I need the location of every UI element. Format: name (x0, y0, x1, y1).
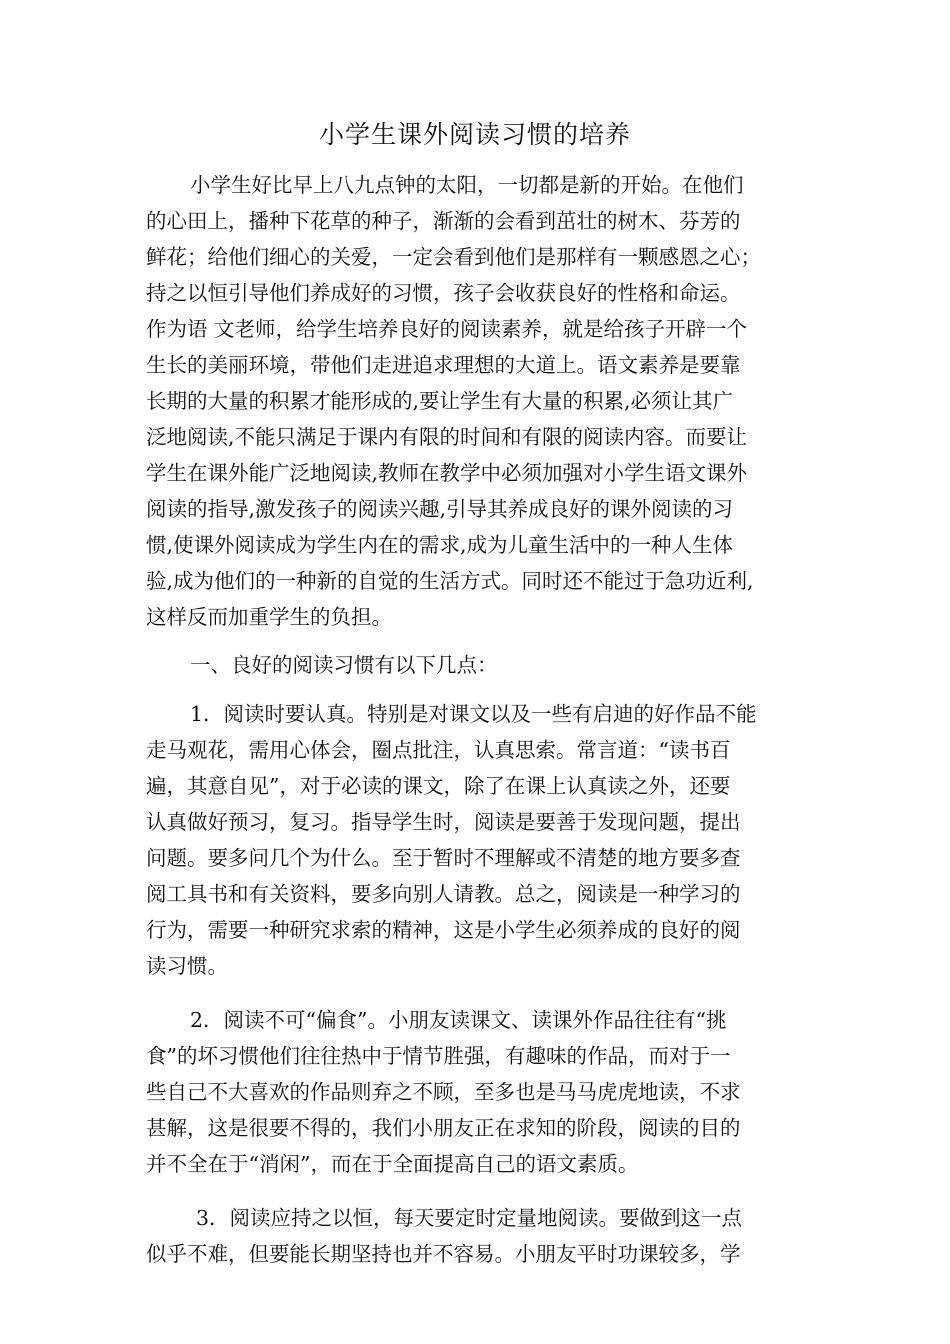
text-line: 惯,使课外阅读成为学生内在的需求,成为儿童生活中的一种人生体 (146, 533, 734, 557)
text-line: 作为语 文老师，给学生培养良好的阅读素养，就是给孩子开辟一个 (146, 317, 748, 341)
section-heading: 一、良好的阅读习惯有以下几点： (190, 653, 498, 677)
text-line: 3．阅读应持之以恒，每天要定时定量地阅读。要做到这一点 (196, 1206, 743, 1230)
text-line: 食”的坏习惯他们往往热中于情节胜强，有趣味的作品，而对于一 (146, 1044, 731, 1068)
text-line: 问题。要多问几个为什么。至于暂时不理解或不清楚的地方要多查 (146, 846, 741, 870)
text-line: 似乎不难，但要能长期坚持也并不容易。小朋友平时功课较多，学 (146, 1242, 741, 1266)
text-line: 甚解，这是很要不得的，我们小朋友正在求知的阶段，阅读的目的 (146, 1116, 741, 1140)
text-line: 泛地阅读,不能只满足于课内有限的时间和有限的阅读内容。而要让 (146, 425, 748, 449)
text-line: 阅读的指导,激发孩子的阅读兴趣,引导其养成良好的课外阅读的习 (146, 497, 734, 521)
text-line: 这样反而加重学生的负担。 (146, 605, 392, 629)
text-line: 遍，其意自见”，对于必读的课文，除了在课上认真读之外，还要 (146, 774, 731, 798)
text-line: 阅工具书和有关资料，要多向别人请教。总之，阅读是一种学习的 (146, 882, 741, 906)
text-line: 2．阅读不可“偏食”。小朋友读课文、读课外作品往往有“挑 (190, 1008, 727, 1032)
text-line: 验,成为他们的一种新的自觉的生活方式。同时还不能过于急功近利, (146, 569, 754, 593)
text-line: 1．阅读时要认真。特别是对课文以及一些有启迪的好作品不能 (190, 702, 757, 726)
text-line: 持之以恒引导他们养成好的习惯，孩子会收获良好的性格和命运。 (146, 281, 741, 305)
text-line: 的心田上，播种下花草的种子，渐渐的会看到茁壮的树木、芬芳的 (146, 209, 741, 233)
text-line: 学生在课外能广泛地阅读,教师在教学中必须加强对小学生语文课外 (146, 461, 748, 485)
text-line: 并不全在于“消闲”，而在于全面提高自己的语文素质。 (146, 1152, 639, 1176)
text-line: 些自己不大喜欢的作品则弃之不顾，至多也是马马虎虎地读，不求 (146, 1080, 741, 1104)
text-line: 长期的大量的积累才能形成的,要让学生有大量的积累,必须让其广 (146, 389, 734, 413)
text-line: 读习惯。 (146, 954, 228, 978)
text-line: 行为，需要一种研究求索的精神，这是小学生必须养成的良好的阅 (146, 918, 741, 942)
text-line: 认真做好预习，复习。指导学生时，阅读是要善于发现问题，提出 (146, 810, 741, 834)
text-line: 生长的美丽环境，带他们走进追求理想的大道上。语文素养是要靠 (146, 353, 741, 377)
text-line: 小学生好比早上八九点钟的太阳，一切都是新的开始。在他们 (190, 173, 744, 197)
document-title: 小学生课外阅读习惯的培养 (318, 120, 631, 149)
text-line: 走马观花，需用心体会，圈点批注，认真思索。常言道：“读书百 (146, 738, 731, 762)
text-line: 鲜花；给他们细心的关爱，一定会看到他们是那样有一颗感恩之心； (146, 245, 761, 269)
